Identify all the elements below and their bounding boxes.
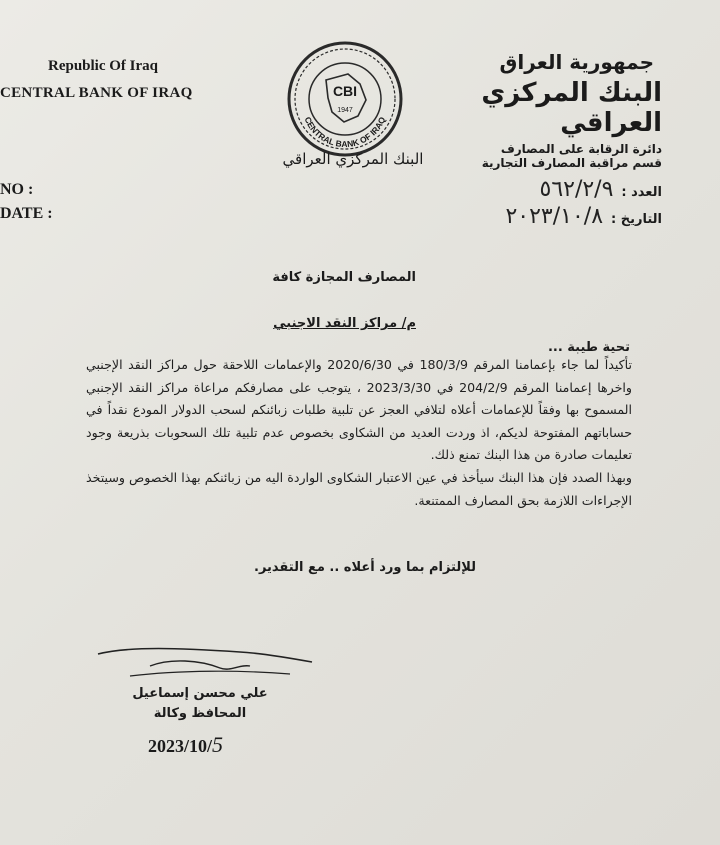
arabic-ref-fields	[505, 178, 662, 232]
seal-logo-text: CBI	[332, 83, 358, 99]
cbi-seal-logo	[286, 40, 404, 158]
arabic-header	[402, 50, 662, 170]
seal-year: 1947	[337, 107, 353, 114]
bank-name-ar: البنك المركزي العراقي	[481, 78, 662, 138]
date-label: DATE :	[0, 205, 53, 222]
recipient: المصارف المجازة كافة	[272, 270, 416, 285]
letter-body	[86, 354, 632, 512]
signatory-title: المحافظ وكالة	[153, 706, 247, 721]
no-label: NO :	[0, 181, 34, 198]
ref-date-value: ٢٠٢٣/١٠/٨	[505, 204, 604, 229]
signatory-name: علي محسن إسماعيل	[132, 686, 268, 701]
body-paragraph: وبهذا الصدد فإن هذا البنك سيأخذ في عين الاعتبار الشكاوى الواردة اليه من زبائنكم بهذا الخصوص وسيتخذ الإجراءات اللازمة بحق المصارف الممتنعة.	[86, 469, 632, 508]
greeting: تحية طيبة ...	[547, 340, 630, 355]
signatory-block	[120, 684, 280, 724]
country-name-en: Republic Of Iraq	[48, 58, 159, 74]
department-name: دائرة الرقابة على المصارف	[500, 142, 662, 156]
seal-ring-text: CENTRAL BANK OF IRAQ	[302, 115, 388, 150]
subject-line: م/ مراكز النقد الاجنبي	[273, 316, 416, 331]
seal-caption: البنك المركزي العراقي	[282, 150, 424, 168]
signature-date-printed: 2023/10/	[148, 736, 213, 756]
country-name-ar: جمهورية العراق	[499, 50, 654, 74]
ref-date-label: التاريخ :	[611, 212, 662, 227]
section-name: قسم مراقبة المصارف التجارية	[481, 156, 662, 170]
english-ref-fields	[0, 178, 53, 226]
bank-name-en: CENTRAL BANK OF IRAQ	[0, 85, 193, 101]
signature-date	[148, 732, 223, 758]
signature-date-handwritten-day: 5	[212, 732, 224, 757]
ref-number-label: العدد :	[621, 185, 662, 200]
english-header	[0, 58, 240, 102]
ref-number-value: ٥٦٢/٢/٩	[539, 177, 614, 202]
body-paragraph: تأكيداً لما جاء بإعمامنا المرقم 180/3/9 في 2020/6/30 والإعمامات اللاحقة حول مراكز النقد الإجنبي واخرها إعمامنا المرقم 204/2/9 في 2023/3/30 ، يتوجب على مصارفكم مراعاة مراكز النقد الإجنبي المسموح بها وفقاً للإعمامات أعلاه لتلافي العجز عن تلبية طلبات زبائنكم لسحب الدولار المودع نقداً في حساباتهم المفتوحة لديكم، اذ وردت العديد من الشكاوى بخصوص عدم تلبية تلك السحوبات بذريعة وجود تعليمات صادرة من هذا البنك تمنع ذلك.	[86, 357, 632, 463]
closing-line: للإلتزام بما ورد أعلاه .. مع التقدير.	[254, 560, 476, 575]
